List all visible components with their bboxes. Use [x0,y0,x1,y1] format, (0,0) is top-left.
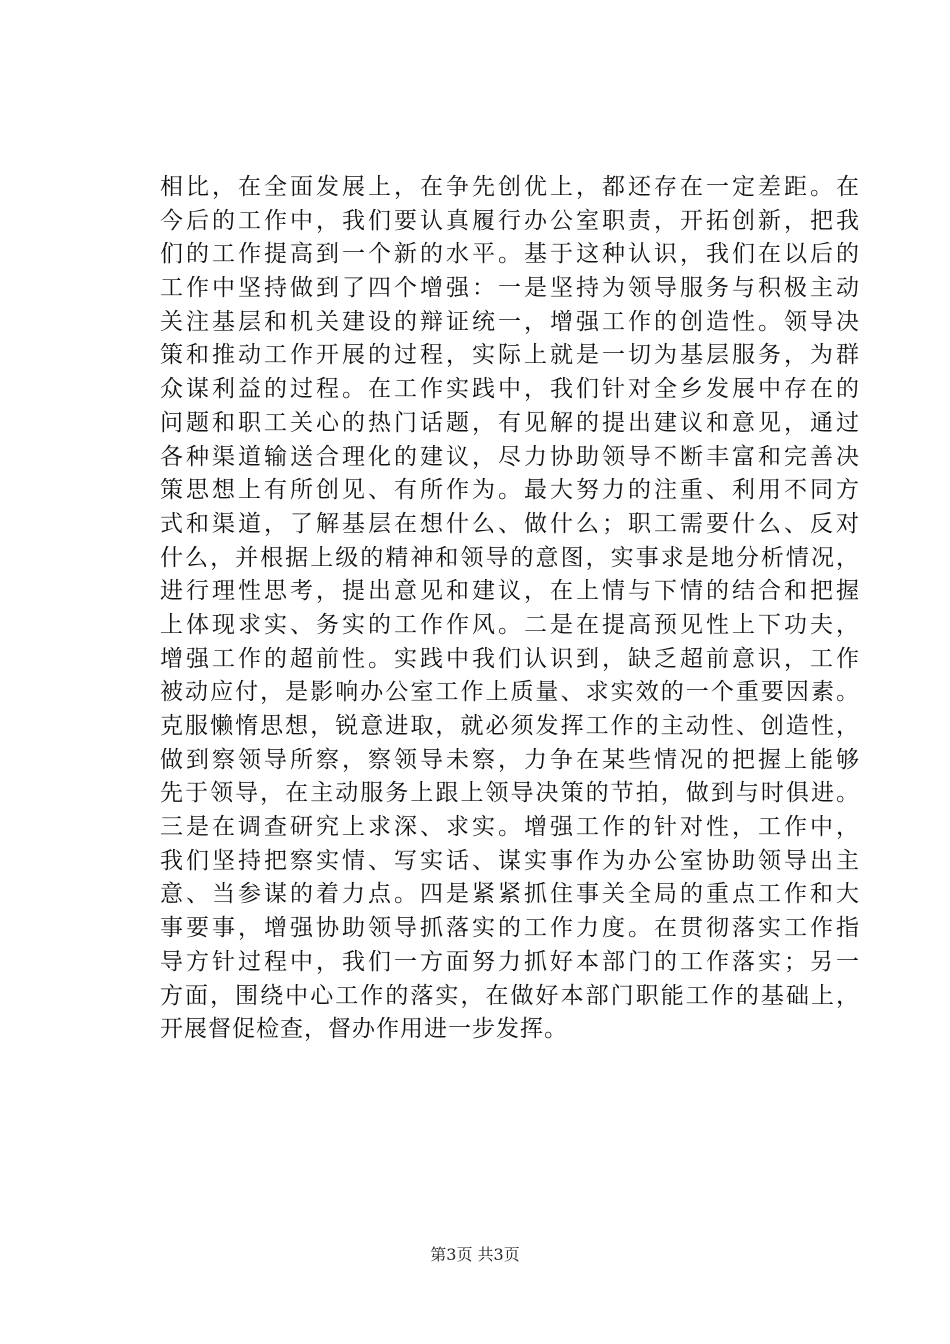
paragraph-line: 进行理性思考，提出意见和建议，在上情与下情的结合和把握 [160,578,860,605]
paragraph-line: 意、当参谋的着力点。四是紧紧抓住事关全局的重点工作和大 [160,881,860,908]
paragraph-line: 先于领导，在主动服务上跟上领导决策的节拍，做到与时俱进。 [160,780,860,807]
paragraph-line: 增强工作的超前性。实践中我们认识到，缺乏超前意识，工作 [160,645,860,672]
paragraph-line: 策思想上有所创见、有所作为。最大努力的注重、利用不同方 [160,477,860,504]
body-paragraph [160,171,860,1047]
paragraph-line: 众谋利益的过程。在工作实践中，我们针对全乡发展中存在的 [160,376,860,403]
paragraph-line: 关注基层和机关建设的辩证统一，增强工作的创造性。领导决 [160,308,860,335]
paragraph-line: 问题和职工关心的热门话题，有见解的提出建议和意见，通过 [160,409,860,436]
page-number-footer: 第3页 共3页 [430,1245,520,1264]
paragraph-line: 被动应付，是影响办公室工作上质量、求实效的一个重要因素。 [160,679,860,706]
paragraph-line: 导方针过程中，我们一方面努力抓好本部门的工作落实；另一 [160,948,860,975]
paragraph-line: 各种渠道输送合理化的建议，尽力协助领导不断丰富和完善决 [160,443,860,470]
paragraph-line: 方面，围绕中心工作的落实，在做好本部门职能工作的基础上， [160,982,860,1009]
paragraph-line: 工作中坚持做到了四个增强：一是坚持为领导服务与积极主动 [160,275,860,302]
paragraph-line: 上体现求实、务实的工作作风。二是在提高预见性上下功夫， [160,611,860,638]
paragraph-line: 事要事，增强协助领导抓落实的工作力度。在贯彻落实工作指 [160,915,860,942]
paragraph-line: 三是在调查研究上求深、求实。增强工作的针对性，工作中， [160,814,860,841]
paragraph-line: 克服懒惰思想，锐意进取，就必须发挥工作的主动性、创造性， [160,713,860,739]
paragraph-line: 什么，并根据上级的精神和领导的意图，实事求是地分析情况， [160,544,860,571]
paragraph-line: 们的工作提高到一个新的水平。基于这种认识，我们在以后的 [160,241,860,268]
paragraph-line: 开展督促检查，督办作用进一步发挥。 [160,1016,568,1043]
paragraph-line: 相比，在全面发展上，在争先创优上，都还存在一定差距。在 [160,174,860,200]
paragraph-line: 今后的工作中，我们要认真履行办公室职责，开拓创新，把我 [160,207,860,234]
paragraph-line: 我们坚持把察实情、写实话、谋实事作为办公室协助领导出主 [160,847,860,874]
paragraph-line: 策和推动工作开展的过程，实际上就是一切为基层服务，为群 [160,342,860,369]
paragraph-line: 式和渠道，了解基层在想什么、做什么；职工需要什么、反对 [160,510,860,537]
paragraph-line: 做到察领导所察，察领导未察，力争在某些情况的把握上能够 [160,746,860,773]
